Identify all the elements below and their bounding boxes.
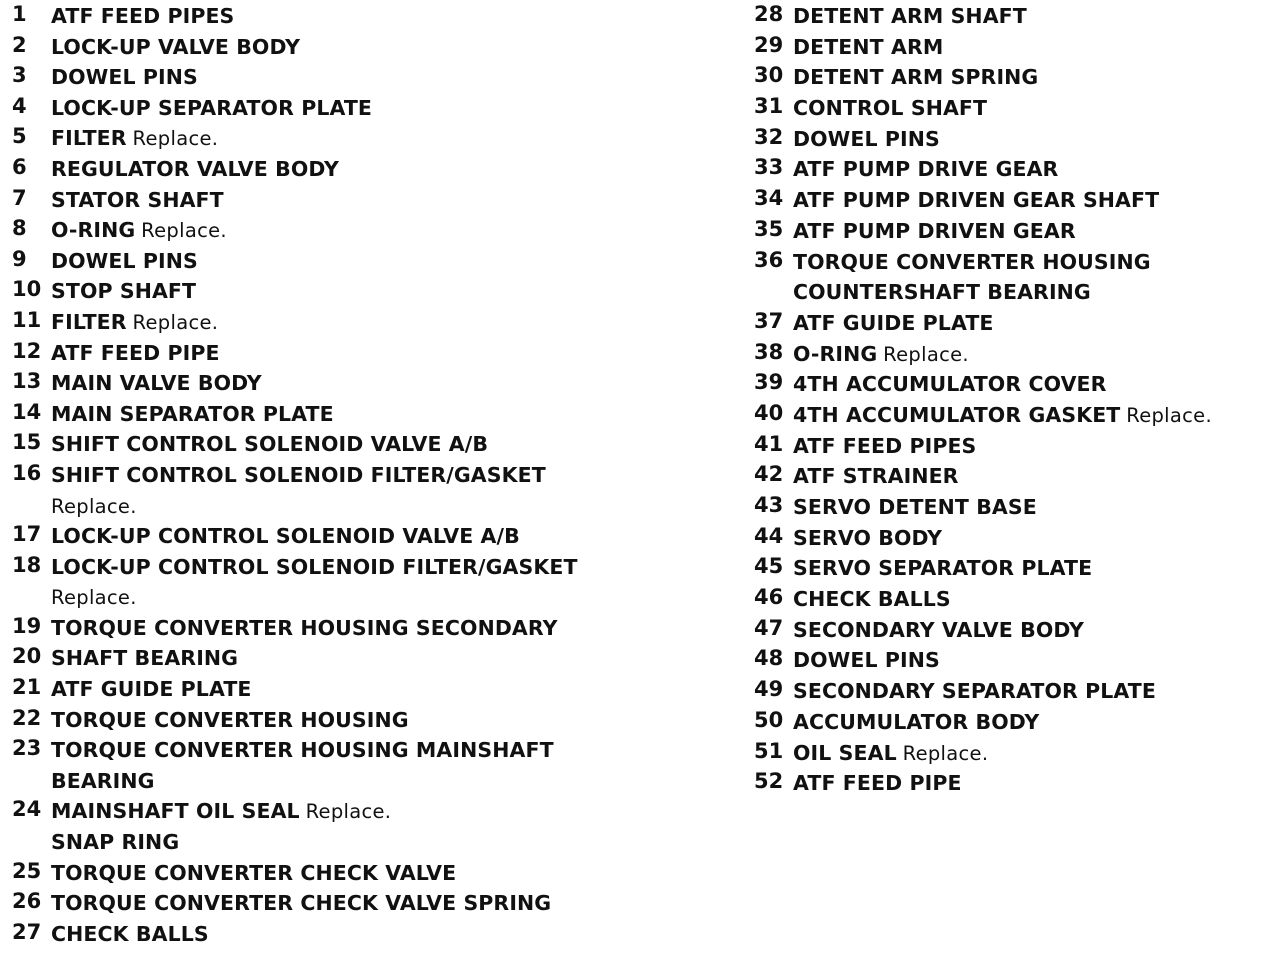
part-number: 26 — [12, 889, 42, 914]
part-name — [51, 832, 179, 853]
part-line — [754, 61, 1274, 92]
part-name-text: DOWEL PINS — [51, 65, 198, 90]
part-name — [793, 374, 1107, 395]
part-name-text: SHIFT CONTROL SOLENOID FILTER/GASKET — [51, 462, 546, 487]
part-line — [12, 367, 732, 398]
part-number: 3 — [12, 63, 27, 88]
part-number: 13 — [12, 369, 42, 394]
part-number: 6 — [12, 154, 27, 179]
part-name-text: BEARING — [51, 768, 155, 793]
part-name-text: DOWEL PINS — [793, 648, 940, 673]
part-name-text: SECONDARY VALVE BODY — [793, 617, 1084, 642]
part-name-text: LOCK-UP CONTROL SOLENOID VALVE A/B — [51, 524, 520, 549]
part-number: 35 — [754, 216, 784, 241]
part-name-text: ATF FEED PIPE — [51, 340, 220, 365]
part-number: 18 — [12, 552, 42, 577]
part-number: 50 — [754, 707, 784, 732]
part-line — [754, 368, 1274, 399]
part-name — [51, 740, 554, 761]
part-name-text: ACCUMULATOR BODY — [793, 709, 1040, 734]
part-line — [754, 123, 1274, 154]
part-line — [754, 737, 1274, 768]
part-name — [793, 159, 1058, 180]
part-name-text: STATOR SHAFT — [51, 187, 224, 212]
part-name — [793, 310, 994, 335]
part-number: 10 — [12, 277, 42, 302]
part-line — [12, 918, 732, 949]
part-line — [754, 522, 1274, 553]
part-name-text: SNAP RING — [51, 830, 180, 855]
part-line — [12, 887, 732, 918]
part-name-text: STOP SHAFT — [51, 279, 197, 304]
part-name-text: ATF GUIDE PLATE — [793, 310, 994, 335]
part-line — [12, 398, 732, 429]
part-name-text: TORQUE CONVERTER HOUSING — [51, 707, 409, 732]
part-name-text: TORQUE CONVERTER HOUSING SECONDARY — [51, 615, 558, 640]
part-name — [793, 773, 962, 794]
part-number: 48 — [754, 646, 784, 671]
part-line — [12, 275, 732, 306]
part-line — [754, 583, 1274, 614]
part-name — [51, 187, 224, 212]
part-number: 39 — [754, 370, 784, 395]
part-note: Replace. — [1126, 403, 1212, 427]
part-line — [754, 92, 1274, 123]
part-name — [51, 95, 373, 120]
parts-list-left-column — [12, 0, 732, 948]
part-number: 15 — [12, 430, 42, 455]
part-line — [754, 338, 1274, 369]
part-name — [793, 589, 951, 610]
part-number: 52 — [754, 769, 784, 794]
part-line — [12, 704, 732, 735]
part-name — [793, 617, 1084, 642]
part-number: 16 — [12, 460, 42, 485]
part-line — [12, 795, 732, 826]
part-line — [754, 153, 1274, 184]
part-name-text: SERVO SEPARATOR PLATE — [793, 556, 1093, 581]
part-line — [12, 642, 732, 673]
part-line — [12, 92, 732, 123]
part-name — [793, 681, 1156, 702]
part-number: 45 — [754, 554, 784, 579]
part-name — [793, 402, 1212, 427]
part-name-text: MAIN VALVE BODY — [51, 371, 262, 396]
part-name — [793, 98, 987, 119]
part-name — [793, 249, 1151, 274]
part-name — [51, 373, 262, 394]
part-name — [51, 860, 457, 885]
part-line — [754, 307, 1274, 338]
part-name-text: SERVO BODY — [793, 525, 943, 550]
part-name-text: O-RING — [793, 341, 878, 366]
part-name-text: SHAFT BEARING — [51, 646, 239, 671]
part-number: 34 — [754, 186, 784, 211]
part-number: 7 — [12, 185, 27, 210]
part-name — [793, 466, 959, 487]
part-name-text: TORQUE CONVERTER HOUSING — [793, 249, 1151, 274]
part-name — [51, 587, 137, 608]
part-name — [793, 341, 969, 366]
part-name — [793, 34, 944, 59]
part-line — [12, 337, 732, 368]
part-number: 21 — [12, 675, 42, 700]
part-name-text: MAIN SEPARATOR PLATE — [51, 401, 334, 426]
part-name-text: CHECK BALLS — [793, 587, 951, 612]
part-number: 19 — [12, 613, 42, 638]
part-number: 25 — [12, 858, 42, 883]
part-name-text: COUNTERSHAFT BEARING — [793, 280, 1091, 305]
part-line — [12, 673, 732, 704]
part-name-text: ATF PUMP DRIVE GEAR — [793, 157, 1059, 182]
part-line — [12, 31, 732, 62]
part-name-text: ATF PUMP DRIVEN GEAR SHAFT — [793, 188, 1160, 213]
part-name — [793, 433, 977, 458]
part-line — [754, 706, 1274, 737]
part-name — [793, 6, 1027, 27]
part-name — [51, 220, 227, 241]
part-line — [12, 428, 732, 459]
part-number: 29 — [754, 32, 784, 57]
part-name-text: DOWEL PINS — [51, 248, 198, 273]
part-note: Replace. — [902, 741, 989, 765]
part-line — [754, 460, 1274, 491]
part-name — [793, 740, 989, 765]
part-note: Replace. — [132, 310, 219, 334]
part-name-text: ATF STRAINER — [793, 464, 959, 489]
part-name — [51, 615, 558, 640]
parts-list-right-column — [754, 0, 1274, 798]
part-line — [12, 857, 732, 888]
part-name-text: REGULATOR VALVE BODY — [51, 156, 339, 181]
part-name-text: ATF PUMP DRIVEN GEAR — [793, 218, 1076, 243]
part-line — [12, 459, 732, 490]
part-name-text: TORQUE CONVERTER HOUSING MAINSHAFT — [51, 738, 554, 763]
part-number: 40 — [754, 400, 784, 425]
part-note: Replace. — [141, 219, 227, 243]
part-line — [12, 612, 732, 643]
part-line — [754, 184, 1274, 215]
part-name — [51, 648, 238, 669]
part-note: Replace. — [305, 800, 392, 824]
part-name-text: 4TH ACCUMULATOR COVER — [793, 372, 1107, 397]
part-name — [51, 34, 301, 59]
part-name-text: FILTER — [51, 126, 127, 151]
part-number: 36 — [754, 247, 784, 272]
part-line — [12, 184, 732, 215]
part-number: 14 — [12, 399, 42, 424]
part-name-text: MAINSHAFT OIL SEAL — [51, 799, 300, 824]
part-number: 1 — [12, 2, 27, 26]
part-line — [754, 491, 1274, 522]
part-line — [12, 490, 732, 521]
part-line — [12, 306, 732, 337]
part-name — [51, 554, 578, 579]
part-line — [754, 430, 1274, 461]
part-note: Replace. — [883, 342, 969, 366]
part-line — [754, 552, 1274, 583]
part-note: Replace. — [132, 127, 219, 151]
part-line — [12, 214, 732, 245]
part-name-text: DETENT ARM SHAFT — [793, 4, 1027, 28]
part-name-text: TORQUE CONVERTER CHECK VALVE — [51, 860, 457, 885]
part-name — [51, 496, 137, 517]
part-name-text: LOCK-UP CONTROL SOLENOID FILTER/GASKET — [51, 554, 578, 579]
part-number: 28 — [754, 2, 784, 26]
part-name — [51, 707, 409, 732]
part-note: Replace. — [51, 494, 137, 518]
part-line — [12, 581, 732, 612]
part-number: 20 — [12, 644, 42, 669]
part-line — [12, 520, 732, 551]
part-name — [793, 126, 940, 151]
part-number: 22 — [12, 705, 42, 730]
part-number: 44 — [754, 523, 784, 548]
part-number: 12 — [12, 338, 42, 363]
part-name — [51, 801, 391, 822]
part-number: 47 — [754, 615, 784, 640]
part-number: 5 — [12, 124, 27, 149]
part-name — [793, 67, 1038, 88]
part-name-text: LOCK-UP VALVE BODY — [51, 34, 301, 59]
part-name — [51, 128, 218, 149]
part-name — [51, 67, 198, 88]
part-name-text: ATF FEED PIPES — [51, 4, 235, 28]
part-number: 23 — [12, 736, 42, 761]
part-note: Replace. — [51, 586, 137, 610]
part-name-text: CONTROL SHAFT — [793, 96, 988, 121]
part-number: 51 — [754, 738, 784, 763]
part-name-text: OIL SEAL — [793, 740, 897, 765]
part-name — [51, 401, 334, 426]
part-number: 41 — [754, 431, 784, 456]
part-name — [51, 679, 252, 700]
part-line — [754, 246, 1274, 277]
part-name-text: TORQUE CONVERTER CHECK VALVE SPRING — [51, 891, 552, 916]
part-number: 2 — [12, 32, 27, 57]
part-name — [51, 526, 520, 547]
part-line — [754, 215, 1274, 246]
part-name — [793, 525, 943, 550]
part-number: 46 — [754, 585, 784, 610]
part-line — [12, 122, 732, 153]
part-name-text: DETENT ARM SPRING — [793, 65, 1039, 90]
part-name-text: CHECK BALLS — [51, 921, 209, 946]
part-name — [51, 156, 339, 181]
part-number: 33 — [754, 155, 784, 180]
part-name-text: 4TH ACCUMULATOR GASKET — [793, 402, 1121, 427]
part-number: 24 — [12, 797, 42, 822]
part-name-text: FILTER — [51, 309, 127, 334]
part-number: 17 — [12, 522, 42, 547]
part-number: 4 — [12, 93, 27, 118]
part-number: 11 — [12, 307, 42, 332]
part-name — [51, 281, 196, 302]
part-number: 38 — [754, 339, 784, 364]
part-name — [51, 248, 198, 273]
part-name — [51, 309, 219, 334]
part-number: 42 — [754, 462, 784, 487]
part-name — [793, 709, 1040, 734]
part-number: 49 — [754, 677, 784, 702]
part-number: 27 — [12, 919, 42, 944]
part-line — [754, 675, 1274, 706]
part-number: 31 — [754, 94, 784, 119]
part-line — [12, 153, 732, 184]
part-name-text: ATF GUIDE PLATE — [51, 677, 252, 702]
part-line — [12, 734, 732, 765]
part-line — [754, 644, 1274, 675]
part-name — [793, 190, 1159, 211]
part-line — [754, 276, 1274, 307]
part-name-text: ATF FEED PIPE — [793, 771, 962, 796]
part-name — [793, 650, 940, 671]
part-name — [51, 6, 234, 27]
part-name — [793, 497, 1037, 518]
part-name — [793, 218, 1076, 243]
part-name-text: DETENT ARM — [793, 34, 944, 59]
part-line — [12, 61, 732, 92]
part-name-text: SERVO DETENT BASE — [793, 495, 1037, 519]
part-name — [51, 768, 155, 793]
part-line — [12, 0, 732, 31]
part-line — [754, 399, 1274, 430]
part-number: 8 — [12, 216, 27, 241]
part-name — [51, 434, 488, 455]
part-line — [754, 0, 1274, 31]
part-number: 43 — [754, 493, 784, 517]
part-line — [754, 614, 1274, 645]
part-line — [12, 765, 732, 796]
part-line — [12, 826, 732, 857]
part-line — [12, 551, 732, 582]
part-name — [51, 340, 220, 365]
part-number: 32 — [754, 124, 784, 149]
part-number: 37 — [754, 308, 784, 333]
part-line — [12, 245, 732, 276]
part-name-text: ATF FEED PIPES — [793, 433, 977, 458]
part-number: 30 — [754, 63, 784, 88]
part-name — [51, 921, 209, 946]
part-name — [51, 462, 546, 487]
part-name — [793, 558, 1092, 579]
part-line — [754, 767, 1274, 798]
part-name-text: SHIFT CONTROL SOLENOID VALVE A/B — [51, 432, 489, 457]
part-name — [793, 282, 1091, 303]
part-name-text: DOWEL PINS — [793, 126, 940, 151]
part-name-text: SECONDARY SEPARATOR PLATE — [793, 679, 1156, 704]
part-name — [51, 893, 551, 914]
part-name-text: LOCK-UP SEPARATOR PLATE — [51, 95, 373, 120]
part-number: 9 — [12, 246, 27, 271]
part-line — [754, 31, 1274, 62]
part-name-text: O-RING — [51, 218, 136, 243]
